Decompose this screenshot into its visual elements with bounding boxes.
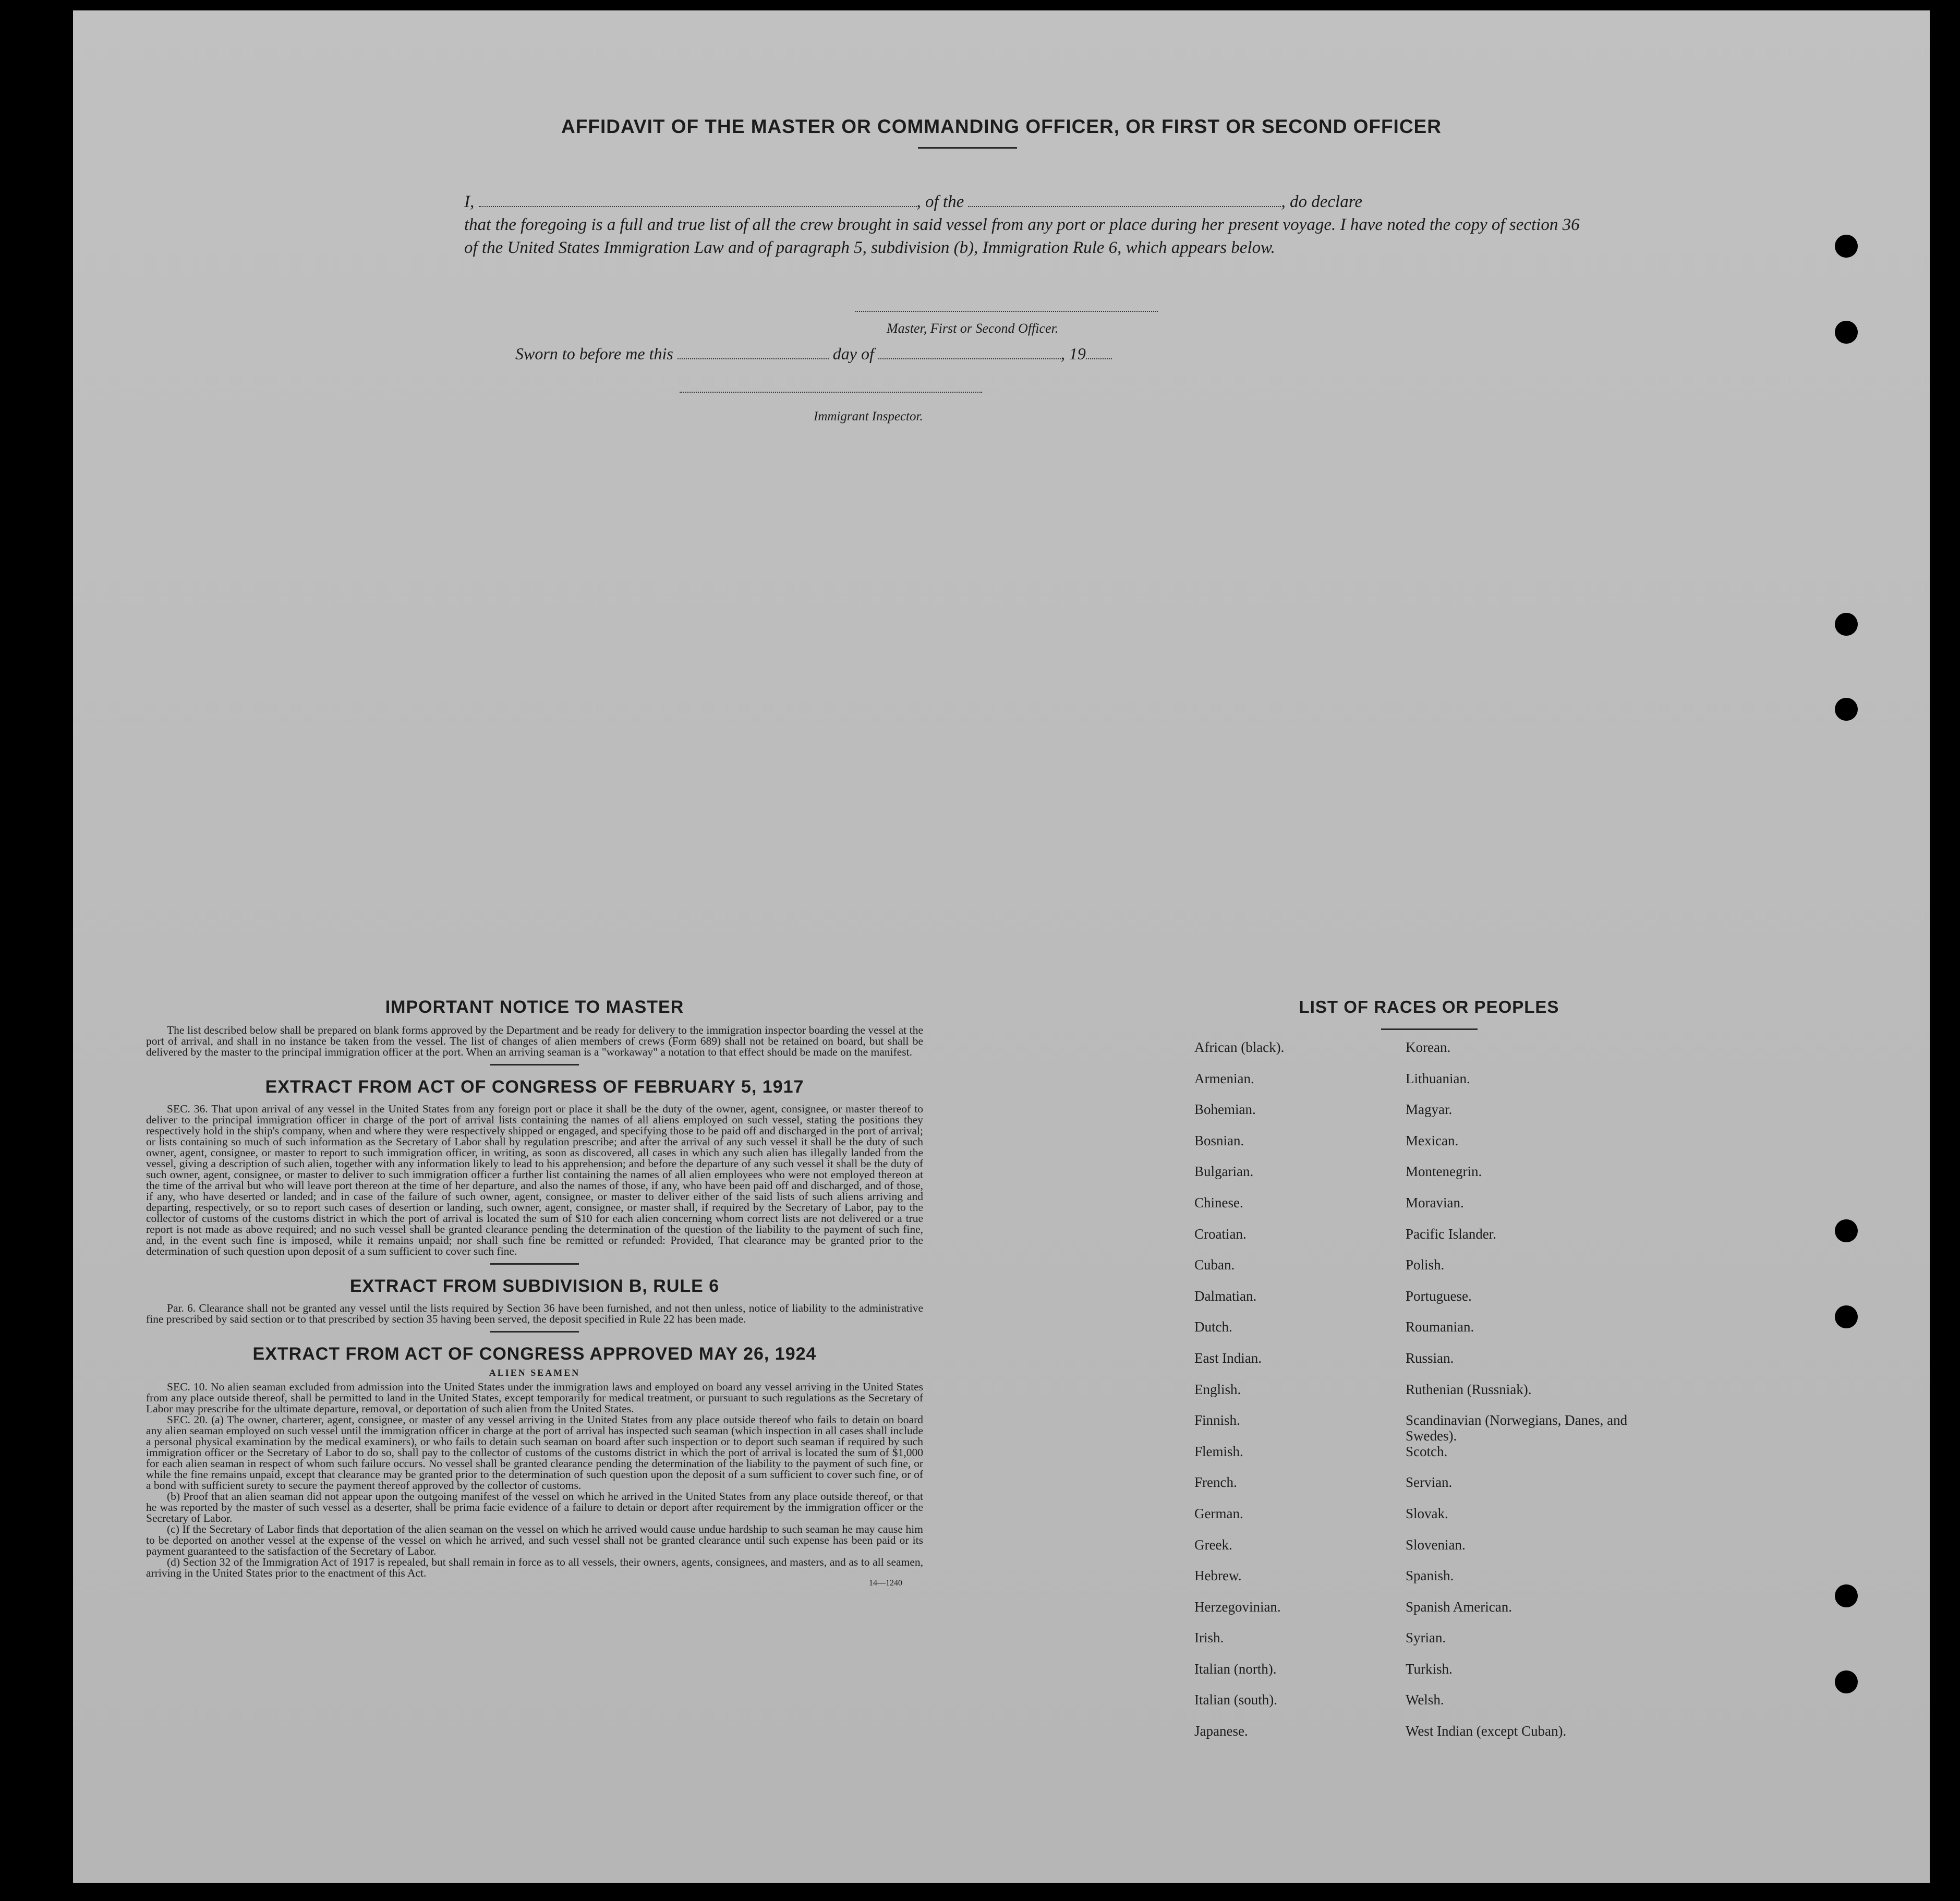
race-item: Montenegrin. [1406, 1164, 1482, 1180]
race-item: African (black). [1194, 1039, 1285, 1055]
race-item: Welsh. [1406, 1692, 1444, 1708]
section-36-paragraph: SEC. 36. That upon arrival of any vessel in the United States from any foreign port or place it shall be the duty of the owner, agent, consignee, or master thereof to deliver to the principal immigration officer in charge of the port of arrival lists containing the names of all aliens employed on such vessel, stating the positions they respectively hold in the ship's company, when and where they were respectively shipped or engaged, and specifying those to be paid off and discharged in the port of arrival; or lists containing so much of such information as the Secretary of Labor shall by regulation prescribe; and after the arrival of any such vessel it shall be the duty of such owner, agent, consignee, or master to report to such immigration officer, in writing, as soon as discovered, all cases in which any such alien has illegally landed from the vessel, giving a description of such alien, together with any information likely to lead to his apprehension; and before the departure of any such vessel it shall be the duty of such owner, agent, consignee, or master to deliver to such immigration officer a further list containing the names of all alien employees who were not employed thereon at the time of the arrival but who will leave port thereon at the time of her departure, and also the names of those, if any, who have been paid off and discharged, and of those, if any, who have deserted or landed; and in case of the failure of such owner, agent, consignee, or master to deliver either of the said lists of such aliens arriving and departing, respectively, or so to report such cases of desertion or landing, such owner, agent, consignee, or master shall, if required by the Secretary of Labor, pay to the collector of customs of the customs district in which the port of arrival is located the sum of $10 for each alien concerning whom correct lists are not delivered or a true report is not made as above required; and no such vessel shall be granted clearance pending the determination of the question of the liability to the payment of such fine, and, in the event such fine is imposed, while it remains unpaid; nor shall such fine be remitted or refunded: Provided, That clearance may be granted prior to the determination of such question upon deposit of a sum sufficient to cover such fine. [146, 1103, 923, 1257]
race-item: Herzegovinian. [1194, 1599, 1281, 1615]
vessel-name-field[interactable] [968, 206, 1281, 207]
extract-1924-text [146, 1382, 923, 1579]
race-item: Irish. [1194, 1630, 1224, 1646]
punch-hole-icon [1835, 1305, 1858, 1328]
extract-rule6-title: EXTRACT FROM SUBDIVISION B, RULE 6 [349, 1276, 720, 1296]
declarant-prefix: I, [464, 192, 475, 211]
race-item: Korean. [1406, 1039, 1451, 1055]
punch-hole-icon [1835, 698, 1858, 721]
sworn-month-field[interactable] [878, 358, 1061, 359]
race-item: Hebrew. [1194, 1568, 1242, 1584]
race-item: Syrian. [1406, 1630, 1446, 1646]
races-rule [1381, 1028, 1478, 1030]
extract-1924-title: EXTRACT FROM ACT OF CONGRESS APPROVED MAY 26, 1924 [252, 1344, 817, 1364]
race-item: Scandinavian (Norwegians, Danes, and Swedes). [1406, 1412, 1628, 1444]
document-page [73, 10, 1930, 1883]
race-item: Bohemian. [1194, 1101, 1256, 1118]
form-number: 14—1240 [869, 1579, 902, 1588]
race-item: Italian (south). [1194, 1692, 1277, 1708]
declare-suffix: , do declare [1281, 192, 1362, 211]
declaration-line [464, 190, 1586, 213]
punch-hole-icon [1835, 1219, 1858, 1242]
sworn-day-of: day of [832, 344, 874, 363]
race-item: Spanish American. [1406, 1599, 1512, 1615]
punch-hole-icon [1835, 321, 1858, 344]
race-item: Ruthenian (Russniak). [1406, 1381, 1532, 1397]
notice-text [146, 1025, 923, 1058]
section-20c-paragraph: (c) If the Secretary of Labor finds that deportation of the alien seaman on the vessel on which he arrived would cause undue hardship to such seaman he may cause him to be deported on another vessel at the expense of the vessel on which he arrived, and such vessel shall not be granted clearance until such expense has been paid or its payment guaranteed to the satisfaction of the Secretary of Labor. [146, 1523, 923, 1557]
notice-paragraph: The list described below shall be prepared on blank forms approved by the Department and be ready for delivery to the immigration inspector boarding the vessel at the port of arrival, and shall in no instance be taken from the vessel. The list of changes of alien members of crews (Form 689) shall not be retained on board, but shall be delivered by the master to the principal immigration officer at the port. When an arriving seaman is a "workaway" a notation to that effect should be made on the manifest. [146, 1024, 923, 1058]
races-column [1194, 997, 1664, 1754]
extract-1917-text [146, 1104, 923, 1257]
race-item: Moravian. [1406, 1194, 1464, 1210]
race-item: Polish. [1406, 1257, 1445, 1273]
race-item: Armenian. [1194, 1070, 1254, 1086]
race-item: Flemish. [1194, 1443, 1243, 1459]
race-item: Cuban. [1194, 1257, 1235, 1273]
section-10-paragraph: SEC. 10. No alien seaman excluded from admission into the United States under the immigration laws and employed on board any vessel arriving in the United States from any place outside thereof, shall be permitted to land in the United States, except temporarily for medical treatment, or pursuant to such regulations as the Secretary of Labor may prescribe for the ultimate departure, removal, or deportation of such alien from the United States. [146, 1381, 923, 1415]
section-rule [490, 1064, 579, 1065]
race-item: Chinese. [1194, 1194, 1243, 1210]
race-item: Croatian. [1194, 1226, 1247, 1242]
race-item: Scotch. [1406, 1443, 1448, 1459]
section-20b-paragraph: (b) Proof that an alien seaman did not appear upon the outgoing manifest of the vessel on which he arrived in the United States from any place outside thereof, or that he was reported by the master of such vessel as a deserter, shall be prima facie evidence of a failure to detain or deport after requirement by the immigration officer or the Secretary of Labor. [146, 1490, 923, 1524]
signature-field[interactable] [855, 310, 1158, 312]
race-item: Bosnian. [1194, 1132, 1244, 1148]
affidavit-title: AFFIDAVIT OF THE MASTER OR COMMANDING OFFICER, OR FIRST OR SECOND OFFICER [561, 116, 1442, 137]
affidavit-text: that the foregoing is a full and true list of all the crew brought in said vessel from any port or place during her present voyage. I have noted the copy of section 36 of the United States Immigration Law and of paragraph 5, subdivision (b), Immigration Rule 6, which appears below. [464, 215, 1580, 257]
race-item: Servian. [1406, 1474, 1453, 1491]
section-rule [490, 1263, 579, 1265]
race-item: Roumanian. [1406, 1319, 1474, 1335]
race-item: East Indian. [1194, 1350, 1262, 1366]
race-item: Turkish. [1406, 1661, 1453, 1677]
race-item: Slovenian. [1406, 1536, 1466, 1553]
sworn-year-prefix: , 19 [1060, 344, 1086, 363]
race-item: Japanese. [1194, 1723, 1248, 1739]
race-item: Bulgarian. [1194, 1164, 1254, 1180]
race-item: Greek. [1194, 1536, 1232, 1553]
alien-seamen-subtitle: ALIEN SEAMEN [489, 1367, 580, 1378]
race-item: French. [1194, 1474, 1237, 1491]
punch-hole-icon [1835, 235, 1858, 258]
race-item: Russian. [1406, 1350, 1454, 1366]
race-item: Slovak. [1406, 1505, 1448, 1521]
race-item: Portuguese. [1406, 1288, 1472, 1304]
section-20a-paragraph: SEC. 20. (a) The owner, charterer, agent, consignee, or master of any vessel arriving in the United States from any place outside thereof who fails to detain on board any alien seaman employed on such vessel until the immigration officer in charge at the port of arrival has inspected such seaman (which inspection in all cases shall include a personal physical examination by the medical examiners), or who fails to detain such seaman on board after such inspection or to deport such seaman if required by such immigration officer or the Secretary of Labor to do so, shall pay to the collector of customs of the customs district in which the port of arrival is located the sum of $1,000 for each alien seaman in respect of whom such failure occurs. No vessel shall be granted clearance pending the determination of the liability to the payment of such fine, or while the fine remains unpaid, except that clearance may be granted prior to the determination of such question upon the deposit of a sum sufficient to cover such fine, or of a bond with sufficient surety to secure the payment thereof approved by the collector of customs. [146, 1413, 923, 1492]
affidavit-statement [464, 190, 1586, 259]
paragraph-6: Par. 6. Clearance shall not be granted any vessel until the lists required by Section 36 have been furnished, and not then unless, notice of liability to the administrative fine prescribed by said section or to that prescribed by section 35 having been served, the deposit specified in Rule 22 has been made. [146, 1302, 923, 1325]
sworn-prefix: Sworn to before me this [515, 344, 673, 363]
declarant-name-field[interactable] [479, 206, 917, 207]
inspector-label: Immigrant Inspector. [814, 409, 923, 423]
extract-rule6-text [146, 1303, 923, 1325]
race-item: German. [1194, 1505, 1243, 1521]
punch-hole-icon [1835, 1670, 1858, 1693]
section-rule [490, 1331, 579, 1333]
race-item: Spanish. [1406, 1568, 1454, 1584]
signature-label: Master, First or Second Officer. [887, 321, 1059, 336]
race-item: English. [1194, 1381, 1241, 1397]
race-item: Mexican. [1406, 1132, 1459, 1148]
race-item: Italian (north). [1194, 1661, 1277, 1677]
vessel-prefix: , of the [916, 192, 964, 211]
punch-hole-icon [1835, 1584, 1858, 1607]
inspector-signature-field[interactable] [680, 391, 982, 393]
race-item: Finnish. [1194, 1412, 1240, 1428]
races-list [1194, 1039, 1664, 1754]
section-20d-paragraph: (d) Section 32 of the Immigration Act of 1917 is repealed, but shall remain in force as to all vessels, their owners, agents, consignees, and masters, and as to all seamen, arriving in the United States prior to the enactment of this Act. [146, 1556, 923, 1579]
race-item: Pacific Islander. [1406, 1226, 1496, 1242]
sworn-year-field[interactable] [1086, 358, 1112, 359]
extract-1917-title: EXTRACT FROM ACT OF CONGRESS OF FEBRUARY 5, 1917 [265, 1077, 804, 1097]
notice-title: IMPORTANT NOTICE TO MASTER [385, 997, 684, 1017]
race-item: Magyar. [1406, 1101, 1453, 1118]
punch-hole-icon [1835, 613, 1858, 636]
race-item: Dalmatian. [1194, 1288, 1257, 1304]
title-rule [918, 147, 1017, 149]
sworn-line [515, 344, 1112, 364]
race-item: Dutch. [1194, 1319, 1232, 1335]
race-item: West Indian (except Cuban). [1406, 1723, 1567, 1739]
sworn-day-field[interactable] [677, 358, 829, 359]
races-title: LIST OF RACES OR PEOPLES [1299, 997, 1559, 1016]
notice-column [146, 997, 923, 1588]
race-item: Lithuanian. [1406, 1070, 1470, 1086]
